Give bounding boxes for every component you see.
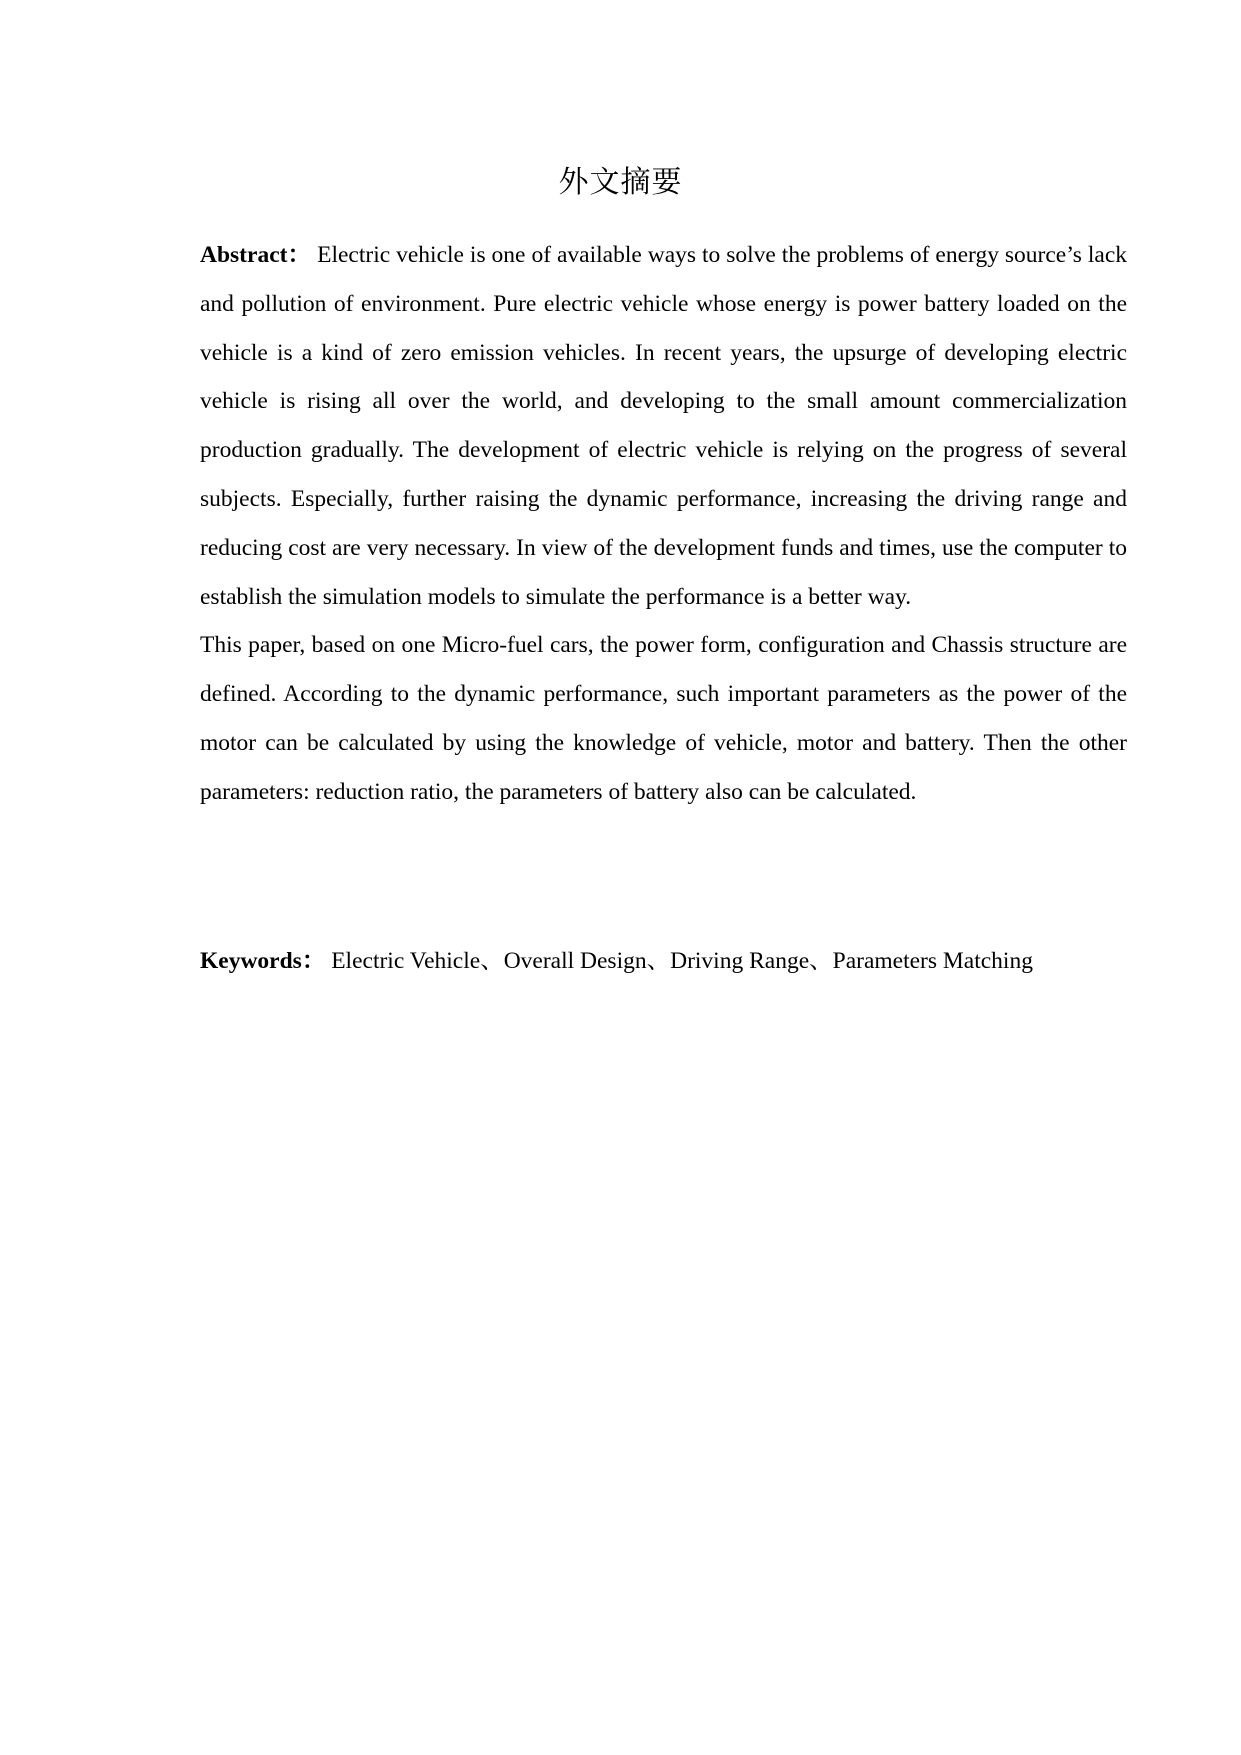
page-title: 外文摘要 [558,165,683,200]
abstract-label: Abstract： [200,242,312,268]
abstract-section [200,231,1127,817]
keywords-label: Keywords： [200,948,326,974]
keyword-separator: 、 [809,946,833,974]
keyword-separator: 、 [480,946,504,974]
keyword-item: Driving Range [670,948,810,974]
abstract-text-1: Electric vehicle is one of available ways to solve the problems of energy source’s lack and pollution of environment. Pure electric vehicle whose energy is power battery loaded on the vehicle is a kind of zero emission vehicles. In recent years, the upsurge of developing electric vehicle is rising all over the world, and developing to the small amount commercialization production gradually. The development of electric vehicle is relying on the progress of several subjects. Especially, further raising the dynamic performance, increasing the driving range and reducing cost are very necessary. In view of the development funds and times, use the computer to establish the simulation models to simulate the performance is a better way. [200,242,1128,610]
keyword-item: Overall Design [503,948,647,974]
keyword-item: Parameters Matching [832,948,1033,974]
keyword-separator: 、 [646,946,671,974]
abstract-paragraph-2: This paper, based on one Micro-fuel cars, the power form, configuration and Chassis structure are defined. According to the dynamic performance, such important parameters as the power of the motor can be calculated by using the knowledge of vehicle, motor and battery. Then the other parameters: reduction ratio, the parameters of battery also can be calculated. [200,632,1127,805]
keywords-section [200,936,1127,986]
abstract-paragraph-1 [200,231,1127,621]
keyword-item: Electric Vehicle [331,948,481,974]
